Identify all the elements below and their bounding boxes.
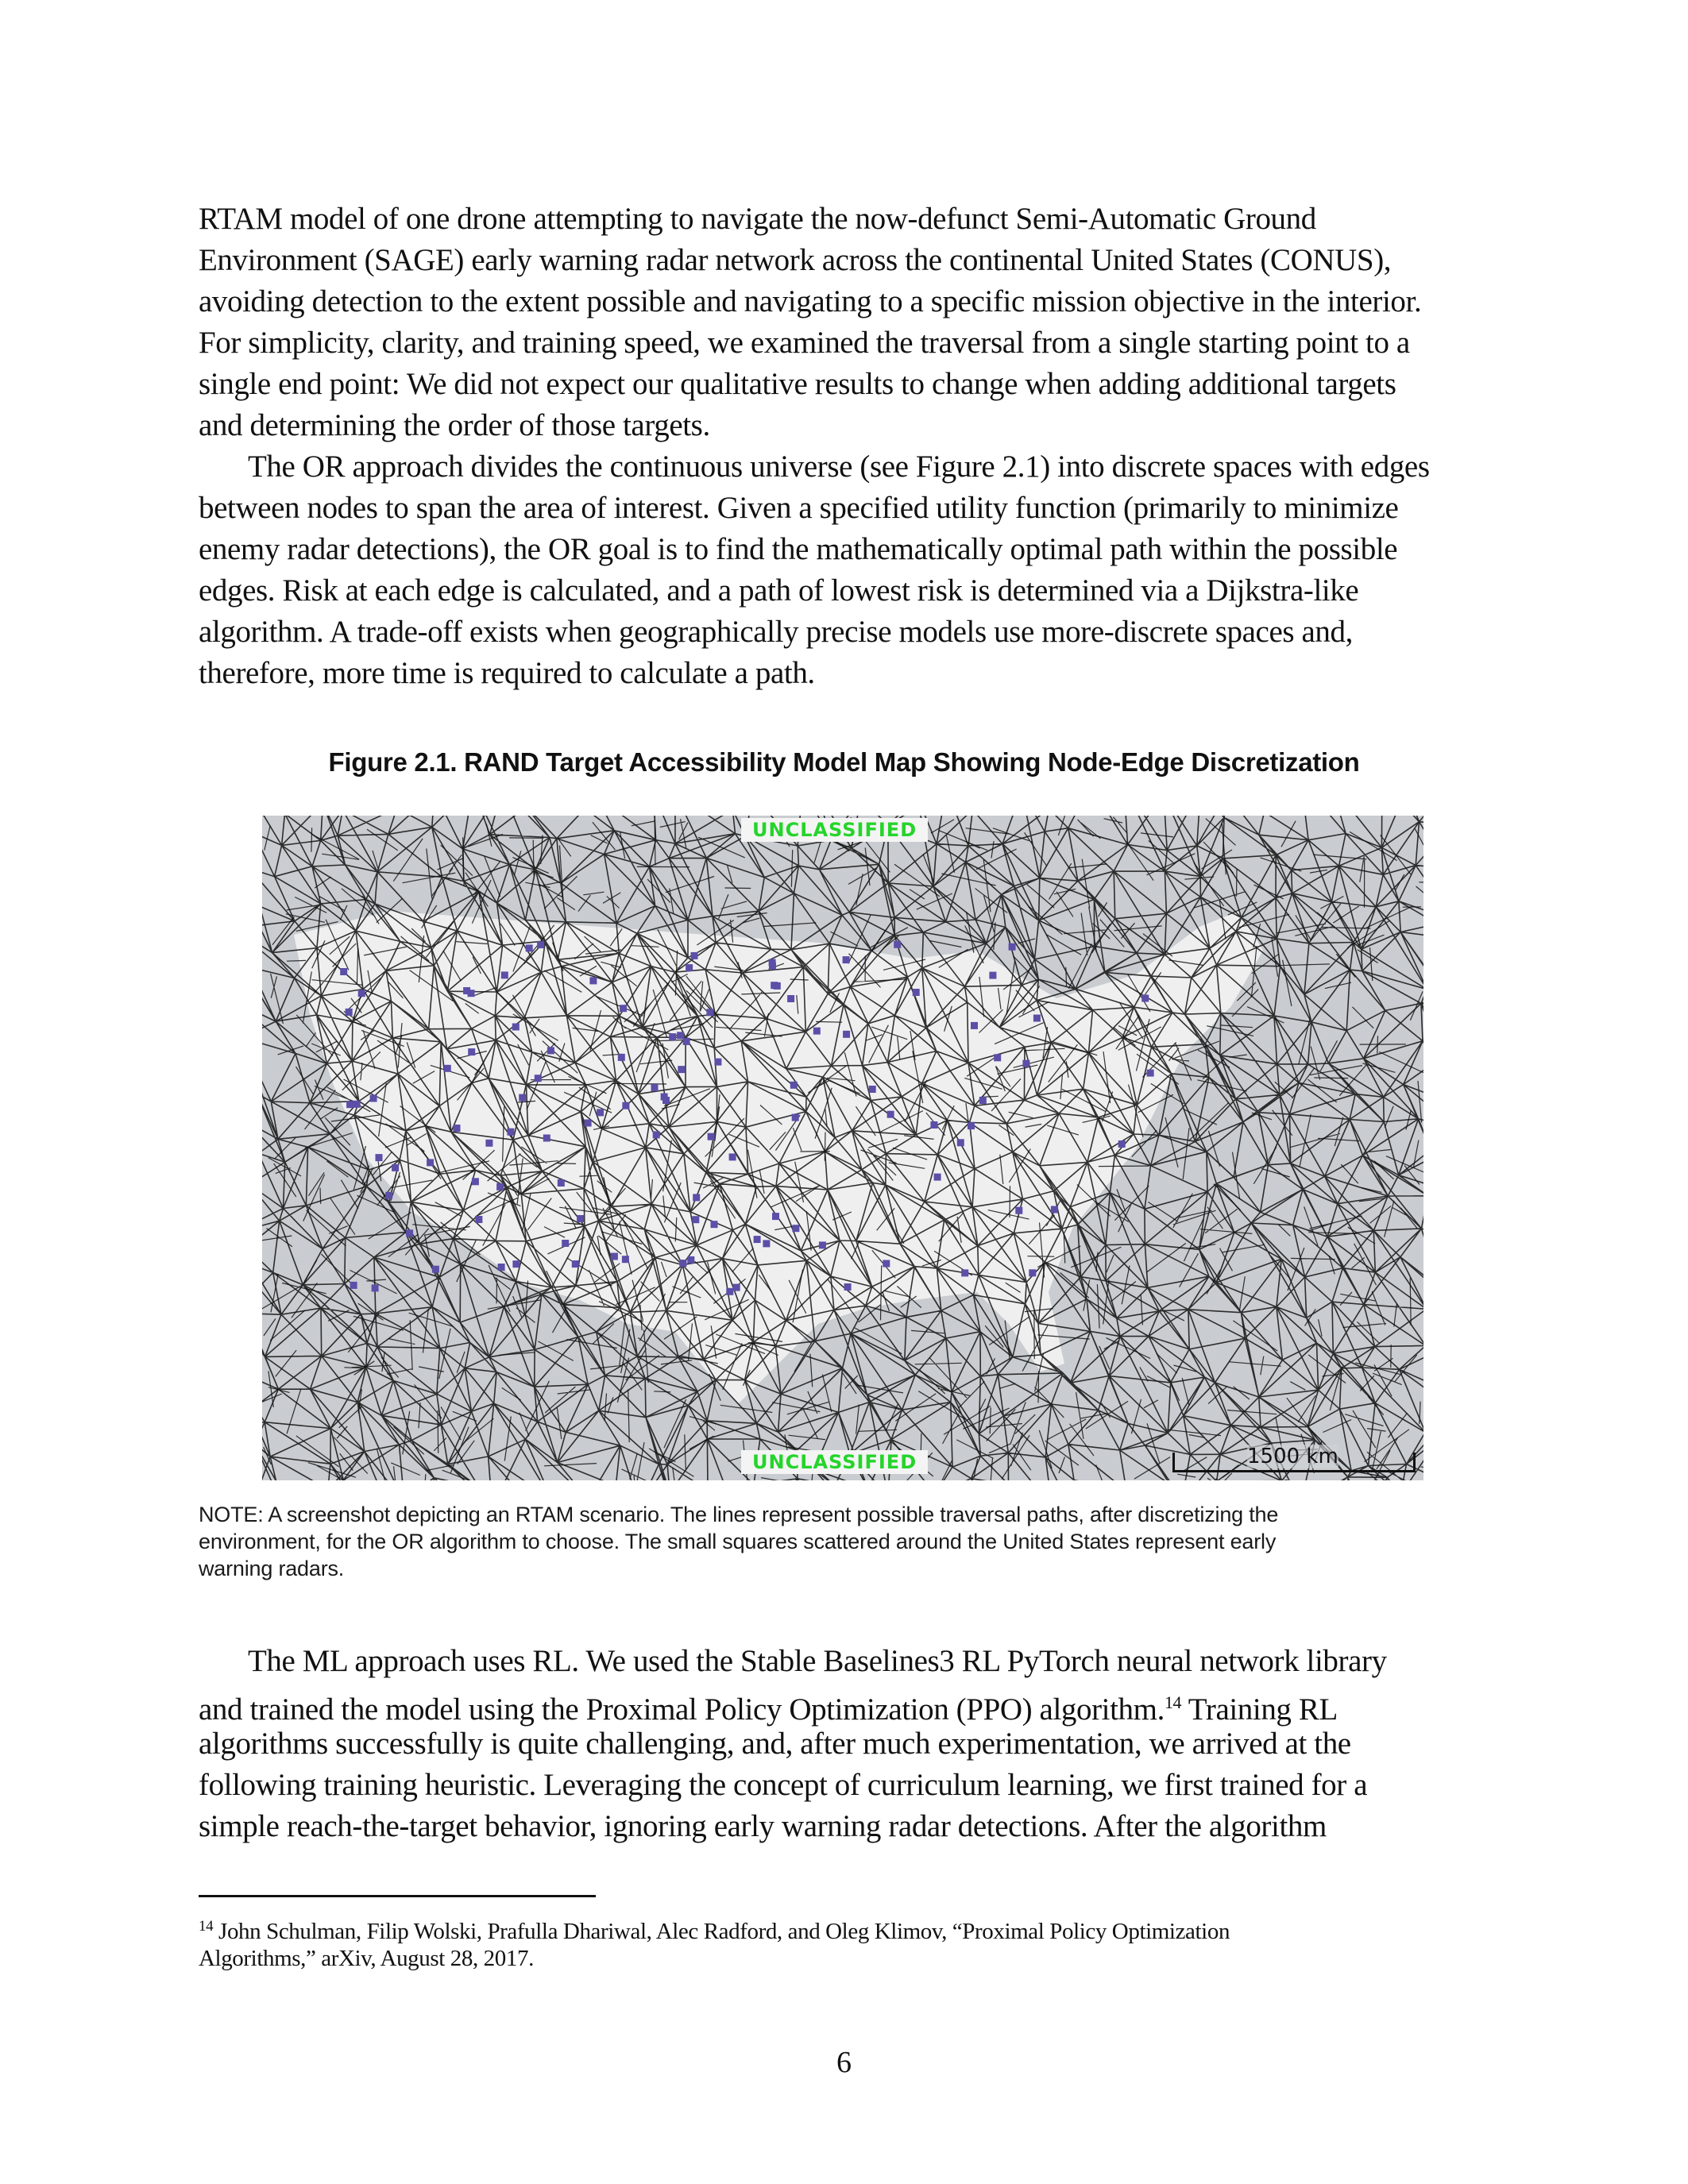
radar-square-icon	[714, 1059, 721, 1066]
radar-square-icon	[733, 1284, 740, 1291]
radar-square-icon	[787, 995, 794, 1002]
radar-square-icon	[353, 1101, 361, 1108]
radar-square-icon	[475, 1216, 482, 1223]
radar-square-icon	[792, 1225, 799, 1232]
radar-square-icon	[1015, 1207, 1022, 1214]
radar-square-icon	[512, 1024, 520, 1031]
text-segment: and trained the model using the Proximal Policy Optimization (PPO) algorithm.	[199, 1692, 1165, 1727]
radar-square-icon	[1118, 1140, 1126, 1148]
text-line: algorithm. A trade-off exists when geographically precise models use more-discrete spaces and,	[199, 615, 1353, 649]
radar-square-icon	[683, 1038, 690, 1045]
radar-square-icon	[708, 1133, 715, 1140]
radar-square-icon	[1033, 1015, 1041, 1022]
radar-square-icon	[1009, 943, 1016, 951]
radar-square-icon	[535, 1075, 542, 1082]
radar-square-icon	[585, 1120, 592, 1127]
radar-square-icon	[501, 971, 508, 978]
footnote-reference-14[interactable]: 14	[1164, 1692, 1182, 1712]
radar-square-icon	[729, 1153, 736, 1160]
radar-square-icon	[346, 1009, 353, 1016]
radar-square-icon	[686, 964, 693, 971]
radar-square-icon	[692, 1216, 699, 1223]
radar-square-icon	[661, 1094, 668, 1101]
scale-label: 1500 km	[1247, 1445, 1338, 1468]
radar-square-icon	[934, 1174, 941, 1181]
radar-square-icon	[774, 982, 781, 990]
radar-square-icon	[678, 1066, 685, 1073]
radar-square-icon	[691, 952, 698, 959]
text-line: enemy radar detections), the OR goal is to find the mathematically optimal path within the possible	[199, 532, 1398, 566]
radar-square-icon	[711, 1221, 718, 1228]
radar-square-icon	[679, 1260, 686, 1267]
radar-square-icon	[979, 1097, 987, 1104]
radar-square-icon	[526, 944, 533, 951]
radar-square-icon	[472, 1178, 479, 1185]
footnote-line: Algorithms,” arXiv, August 28, 2017.	[199, 1946, 534, 1971]
radar-square-icon	[843, 1031, 850, 1038]
radar-square-icon	[726, 1288, 733, 1295]
text-line: single end point: We did not expect our qualitative results to change when adding additional targets	[199, 367, 1396, 401]
rtam-network-map	[262, 816, 1423, 1480]
text-line: Environment (SAGE) early warning radar network across the continental United States (CONUS),	[199, 243, 1392, 277]
radar-square-icon	[622, 1102, 629, 1109]
text-line: For simplicity, clarity, and training speed, we examined the traversal from a single starting point to a	[199, 326, 1410, 360]
radar-square-icon	[754, 1236, 761, 1243]
radar-square-icon	[869, 1086, 876, 1093]
radar-square-icon	[1141, 995, 1149, 1002]
radar-square-icon	[883, 1260, 890, 1268]
radar-square-icon	[512, 1260, 520, 1268]
radar-square-icon	[792, 1114, 799, 1121]
node-edge-mesh	[262, 816, 1423, 1480]
radar-square-icon	[620, 1005, 627, 1012]
radar-square-icon	[790, 1082, 798, 1089]
radar-square-icon	[989, 972, 996, 979]
radar-square-icon	[372, 1284, 379, 1291]
radar-square-icon	[968, 1122, 975, 1129]
radar-square-icon	[813, 1028, 821, 1035]
radar-square-icon	[577, 1215, 584, 1222]
radar-square-icon	[496, 1183, 504, 1190]
note-line: environment, for the OR algorithm to choose. The small squares scattered around the United States represent early	[199, 1530, 1277, 1553]
radar-square-icon	[358, 990, 365, 997]
radar-square-icon	[887, 1111, 894, 1118]
radar-square-icon	[706, 1009, 713, 1016]
radar-square-icon	[340, 968, 347, 975]
radar-square-icon	[772, 1213, 779, 1220]
radar-square-icon	[427, 1159, 434, 1166]
text-line: simple reach-the-target behavior, ignoring early warning radar detections. After the algorithm	[199, 1809, 1327, 1843]
text-line: The ML approach uses RL. We used the Stable Baselines3 RL PyTorch neural network library	[248, 1644, 1387, 1678]
text-line: between nodes to span the area of interest. Given a specified utility function (primarily to minimize	[199, 491, 1399, 525]
radar-square-icon	[618, 1054, 625, 1061]
radar-square-icon	[1029, 1269, 1036, 1276]
radar-square-icon	[894, 941, 901, 948]
radar-square-icon	[957, 1139, 964, 1146]
radar-square-icon	[651, 1084, 659, 1091]
radar-square-icon	[392, 1164, 399, 1171]
text-line: following training heuristic. Leveraging the concept of curriculum learning, we first trained for a	[199, 1768, 1368, 1802]
text-line: therefore, more time is required to calculate a path.	[199, 656, 815, 690]
radar-square-icon	[468, 990, 475, 997]
classification-label-bottom: UNCLASSIFIED	[741, 1450, 928, 1474]
text-line: algorithms successfully is quite challenging, and, after much experimentation, we arrived at the	[199, 1727, 1351, 1761]
radar-square-icon	[406, 1229, 413, 1237]
radar-square-icon	[543, 1135, 550, 1142]
radar-square-icon	[562, 1240, 569, 1247]
footnote-text: John Schulman, Filip Wolski, Prafulla Dhariwal, Alec Radford, and Oleg Klimov, “Proximal Policy Optimization	[213, 1919, 1230, 1944]
radar-square-icon	[350, 1282, 357, 1289]
radar-square-icon	[485, 1140, 492, 1147]
text-line: and determining the order of those targets.	[199, 408, 710, 442]
text-line: avoiding detection to the extent possible and navigating to a specific mission objective in the interior.	[199, 284, 1422, 318]
radar-square-icon	[376, 1154, 383, 1161]
figure-title: Figure 2.1. RAND Target Accessibility Model Map Showing Node-Edge Discretization	[328, 747, 1360, 777]
radar-square-icon	[1022, 1060, 1029, 1067]
radar-square-icon	[572, 1260, 579, 1268]
radar-square-icon	[843, 956, 850, 963]
radar-square-icon	[597, 1109, 604, 1116]
text-line: RTAM model of one drone attempting to navigate the now-defunct Semi-Automatic Ground	[199, 202, 1316, 236]
radar-square-icon	[519, 1094, 526, 1102]
classification-label-top: UNCLASSIFIED	[741, 818, 928, 842]
radar-square-icon	[763, 1240, 770, 1247]
radar-square-icon	[769, 959, 776, 967]
radar-square-icon	[687, 1256, 694, 1264]
radar-square-icon	[693, 1194, 700, 1201]
radar-square-icon	[971, 1022, 978, 1029]
radar-square-icon	[432, 1266, 439, 1273]
radar-square-icon	[669, 1033, 676, 1040]
radar-square-icon	[547, 1047, 554, 1054]
radar-square-icon	[913, 989, 920, 996]
text-line: The OR approach divides the continuous universe (see Figure 2.1) into discrete spaces with edges	[248, 450, 1430, 484]
radar-square-icon	[961, 1269, 968, 1276]
footnote-separator	[199, 1895, 596, 1897]
radar-square-icon	[370, 1095, 377, 1102]
radar-square-icon	[444, 1065, 451, 1072]
radar-square-icon	[537, 941, 544, 948]
page-number: 6	[836, 2046, 852, 2079]
radar-square-icon	[611, 1253, 618, 1260]
radar-square-icon	[589, 977, 597, 984]
radar-square-icon	[468, 1048, 475, 1055]
radar-square-icon	[558, 1179, 565, 1187]
radar-square-icon	[454, 1125, 461, 1132]
radar-square-icon	[844, 1283, 852, 1291]
note-line: NOTE: A screenshot depicting an RTAM scenario. The lines represent possible traversal paths, after discretizing the	[199, 1503, 1279, 1526]
radar-square-icon	[653, 1131, 660, 1138]
radar-square-icon	[930, 1121, 937, 1129]
radar-square-icon	[385, 1192, 392, 1199]
radar-square-icon	[1051, 1206, 1058, 1214]
radar-square-icon	[622, 1256, 629, 1263]
note-line: warning radars.	[199, 1557, 345, 1580]
radar-square-icon	[507, 1129, 514, 1136]
text-line: edges. Risk at each edge is calculated, and a path of lowest risk is determined via a Dijkstra-like	[199, 573, 1359, 608]
radar-square-icon	[994, 1054, 1001, 1061]
radar-square-icon	[498, 1264, 505, 1271]
radar-square-icon	[1147, 1070, 1154, 1077]
radar-square-icon	[819, 1241, 826, 1248]
footnote-number: 14	[199, 1918, 214, 1935]
text-segment: Training RL	[1181, 1692, 1338, 1727]
radar-square-icon	[346, 1101, 353, 1108]
